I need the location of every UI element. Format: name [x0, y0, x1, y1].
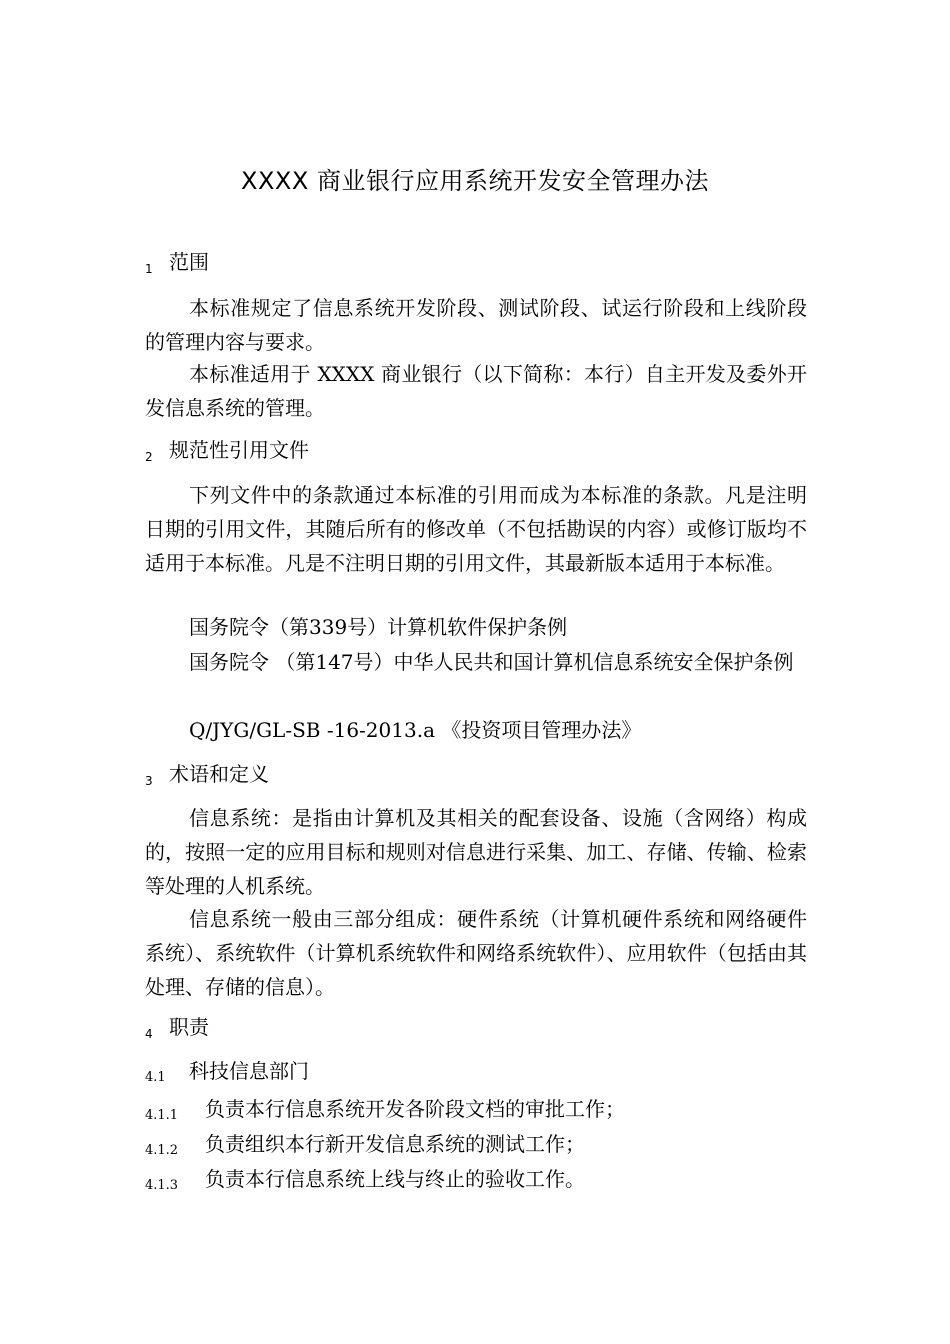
paragraph: 信息系统：是指由计算机及其相关的配套设备、设施（含网络）构成的，按照一定的应用目标和规则对信息进行采集、加工、存储、传输、检索等处理的人机系统。	[145, 806, 807, 898]
section-heading-2	[145, 437, 309, 470]
paragraph: 本标准规定了信息系统开发阶段、测试阶段、试运行阶段和上线阶段的管理内容与要求。	[145, 296, 807, 354]
section-title: 规范性引用文件	[169, 438, 309, 462]
item-number: 4.1.1	[145, 1108, 179, 1123]
section-number: 3	[145, 774, 153, 788]
reference-item: 国务院令（第339号）计算机软件保护条例	[189, 615, 568, 639]
item-number: 4.1.3	[145, 1178, 179, 1193]
subsection-heading	[145, 1056, 309, 1093]
paragraph: 下列文件中的条款通过本标准的引用而成为本标准的条款。凡是注明日期的引用文件，其随后所有的修改单（不包括勘误的内容）或修订版均不适用于本标准。凡是不注明日期的引用文件，其最新版本适用于本标准。	[145, 483, 807, 575]
list-item	[145, 1094, 625, 1131]
section-number: 2	[145, 450, 153, 464]
reference-item: Q/JYG/GL-SB -16-2013.a 《投资项目管理办法》	[189, 718, 642, 742]
item-text: 负责组织本行新开发信息系统的测试工作；	[205, 1132, 585, 1156]
list-item	[145, 1164, 585, 1201]
section-heading-1	[145, 249, 209, 282]
item-text: 负责本行信息系统开发各阶段文档的审批工作；	[205, 1097, 625, 1121]
subsection-number: 4.1	[145, 1070, 166, 1085]
item-number: 4.1.2	[145, 1143, 179, 1158]
section-number: 1	[145, 262, 153, 276]
list-item	[145, 1129, 585, 1166]
section-number: 4	[145, 1027, 153, 1041]
section-title: 职责	[169, 1015, 209, 1039]
section-title: 术语和定义	[169, 762, 269, 786]
reference-item: 国务院令 （第147号）中华人民共和国计算机信息系统安全保护条例	[189, 650, 794, 674]
item-text: 负责本行信息系统上线与终止的验收工作。	[205, 1167, 585, 1191]
section-heading-4	[145, 1014, 209, 1047]
subsection-title: 科技信息部门	[189, 1059, 309, 1083]
paragraph: 本标准适用于 XXXX 商业银行（以下简称：本行）自主开发及委外开发信息系统的管理。	[145, 362, 807, 420]
paragraph: 信息系统一般由三部分组成：硬件系统（计算机硬件系统和网络硬件系统）、系统软件（计算机系统软件和网络系统软件）、应用软件（包括由其处理、存储的信息）。	[145, 907, 807, 999]
section-title: 范围	[169, 250, 209, 274]
document-title: XXXX 商业银行应用系统开发安全管理办法	[241, 167, 709, 195]
section-heading-3	[145, 761, 269, 794]
